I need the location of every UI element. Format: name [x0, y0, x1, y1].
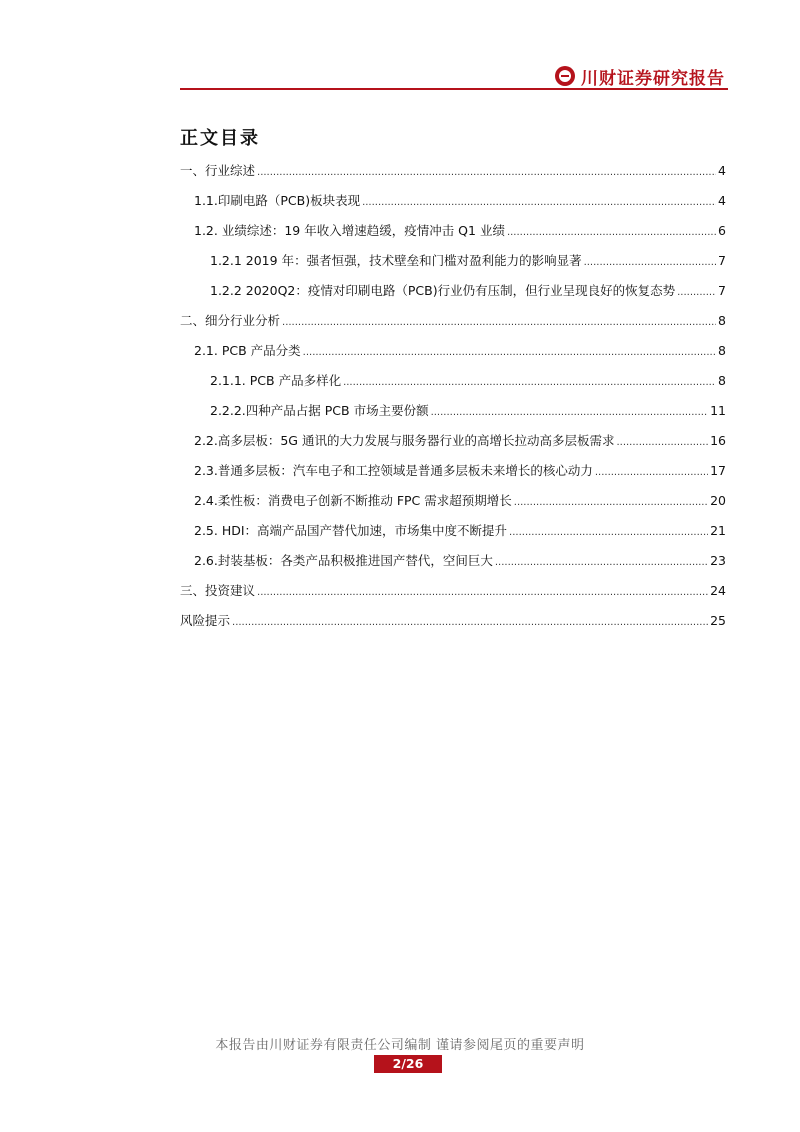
page-number: 2/26	[374, 1055, 442, 1073]
toc-leader-dots	[343, 368, 716, 398]
toc-entry-text: 2.1. PCB 产品分类	[194, 343, 301, 358]
toc-entry-page: 21	[710, 523, 726, 538]
toc-entry-text: 一、行业综述	[180, 163, 256, 178]
header-brand	[555, 64, 725, 88]
toc-leader-dots	[303, 338, 716, 368]
toc-entry-page: 6	[718, 223, 726, 238]
toc-entry-page: 20	[710, 493, 726, 508]
toc-entry-page: 25	[710, 613, 726, 628]
toc-entry-text: 风险提示	[180, 613, 231, 628]
toc-entry[interactable]	[180, 456, 726, 486]
toc-entry[interactable]	[180, 336, 726, 366]
toc-leader-dots	[514, 488, 708, 518]
toc-entry-text: 2.5. HDI：高端产品国产替代加速，市场集中度不断提升	[194, 523, 508, 538]
header-divider	[180, 88, 728, 90]
toc-leader-dots	[509, 518, 708, 548]
toc-entry-text: 2.6.封装基板：各类产品积极推进国产替代，空间巨大	[194, 553, 493, 568]
toc-leader-dots	[495, 548, 708, 578]
toc-leader-dots	[595, 458, 708, 488]
toc-entry-page: 4	[718, 193, 726, 208]
toc-entry[interactable]	[180, 486, 726, 516]
toc-entry[interactable]	[180, 216, 726, 246]
toc-entry-text: 2.3.普通多层板：汽车电子和工控领域是普通多层板未来增长的核心动力	[194, 463, 593, 478]
toc-entry-text: 1.2.2 2020Q2：疫情对印刷电路（PCB)行业仍有压制，但行业呈现良好的恢复态势	[210, 283, 676, 298]
toc-entry-page: 4	[718, 163, 726, 178]
toc-leader-dots	[677, 278, 716, 308]
toc-leader-dots	[282, 308, 716, 338]
table-of-contents	[180, 156, 726, 636]
toc-entry-page: 8	[718, 313, 726, 328]
toc-entry-page: 16	[710, 433, 726, 448]
toc-leader-dots	[507, 218, 716, 248]
toc-entry-text: 2.4.柔性板：消费电子创新不断推动 FPC 需求超预期增长	[194, 493, 512, 508]
toc-leader-dots	[584, 248, 716, 278]
toc-entry[interactable]	[180, 276, 726, 306]
toc-entry[interactable]	[180, 576, 726, 606]
toc-entry-text: 2.2.高多层板：5G 通讯的大力发展与服务器行业的高增长拉动高多层板需求	[194, 433, 615, 448]
toc-entry-page: 8	[718, 343, 726, 358]
toc-entry-page: 23	[710, 553, 726, 568]
toc-entry[interactable]	[180, 156, 726, 186]
toc-entry-page: 17	[710, 463, 726, 478]
toc-entry[interactable]	[180, 426, 726, 456]
toc-entry[interactable]	[180, 246, 726, 276]
toc-entry-page: 7	[718, 283, 726, 298]
toc-entry-page: 7	[718, 253, 726, 268]
toc-entry[interactable]	[180, 516, 726, 546]
toc-entry-text: 2.2.2.四种产品占据 PCB 市场主要份额	[210, 403, 429, 418]
chuancai-logo-icon	[555, 66, 575, 86]
toc-entry-text: 1.2. 业绩综述：19 年收入增速趋缓，疫情冲击 Q1 业绩	[194, 223, 505, 238]
toc-entry[interactable]	[180, 606, 726, 636]
toc-entry[interactable]	[180, 186, 726, 216]
toc-leader-dots	[257, 158, 716, 188]
toc-entry-page: 11	[710, 403, 726, 418]
brand-name: 川财证券研究报告	[581, 68, 725, 89]
toc-entry-text: 2.1.1. PCB 产品多样化	[210, 373, 342, 388]
toc-entry-text: 二、细分行业分析	[180, 313, 281, 328]
toc-entry[interactable]	[180, 546, 726, 576]
toc-leader-dots	[431, 398, 709, 428]
toc-entry-text: 三、投资建议	[180, 583, 256, 598]
toc-title: 正文目录	[180, 128, 260, 149]
toc-entry-text: 1.1.印刷电路（PCB)板块表现	[194, 193, 361, 208]
toc-leader-dots	[232, 608, 708, 638]
toc-entry[interactable]	[180, 366, 726, 396]
toc-leader-dots	[257, 578, 708, 608]
footer-disclaimer: 本报告由川财证券有限责任公司编制 谨请参阅尾页的重要声明	[215, 1038, 585, 1053]
toc-leader-dots	[616, 428, 708, 458]
toc-entry-page: 24	[710, 583, 726, 598]
toc-entry-page: 8	[718, 373, 726, 388]
toc-entry[interactable]	[180, 306, 726, 336]
toc-leader-dots	[362, 188, 716, 218]
toc-entry-text: 1.2.1 2019 年：强者恒强，技术壁垒和门槛对盈利能力的影响显著	[210, 253, 582, 268]
toc-entry[interactable]	[180, 396, 726, 426]
